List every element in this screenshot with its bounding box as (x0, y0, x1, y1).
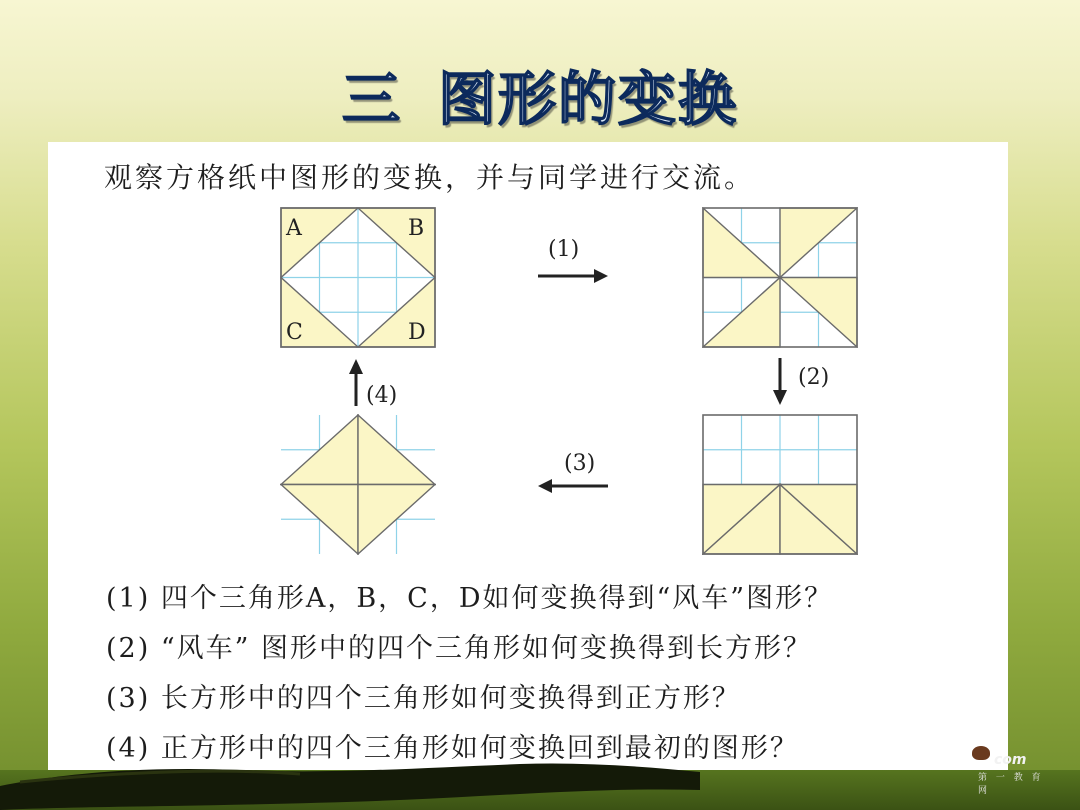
ink-brush-stroke (0, 752, 700, 810)
label-b: B (408, 216, 425, 241)
arrow-step-1 (534, 230, 614, 290)
arrow-left-3-head (538, 479, 552, 493)
figure-original (280, 207, 436, 348)
logo-mushroom-icon (972, 746, 990, 760)
arrow-down-2-head (773, 390, 787, 405)
title-number: 三 (341, 65, 402, 133)
title-text: 图形的变换 (438, 65, 739, 133)
question-3: (3) 长方形中的四个三角形如何变换得到正方形？ (106, 683, 741, 714)
label-a: A (286, 216, 302, 241)
arrow-up-4-head (349, 359, 363, 374)
logo-main-text: com (994, 752, 1027, 768)
figure-windmill (702, 207, 858, 348)
arrow-step-2 (764, 354, 854, 410)
site-logo (976, 742, 1056, 796)
arrow-right-1-head (594, 269, 608, 283)
arrow-step-4 (342, 356, 432, 412)
content-panel (48, 142, 1008, 770)
figure-rectangle (702, 414, 858, 555)
arrow-step-3 (536, 446, 616, 502)
step-1-label: (1) (548, 237, 580, 262)
slide-title (0, 52, 1080, 136)
question-1: (1) 四个三角形A，B，C，D如何变换得到“风车”图形？ (106, 583, 834, 614)
instruction-text: 观察方格纸中图形的变换，并与同学进行交流。 (104, 161, 756, 194)
figure-diamond (280, 414, 436, 555)
logo-sub-text: 第 一 教 育 网 (978, 773, 1044, 796)
question-2: (2) “风车” 图形中的四个三角形如何变换得到长方形？ (106, 633, 813, 664)
step-4-label: (4) (366, 383, 398, 408)
question-4: (4) 正方形中的四个三角形如何变换回到最初的图形？ (106, 733, 799, 764)
step-2-label: (2) (798, 365, 830, 390)
label-c: C (286, 320, 303, 345)
label-d: D (408, 320, 426, 345)
step-3-label: (3) (564, 451, 596, 476)
